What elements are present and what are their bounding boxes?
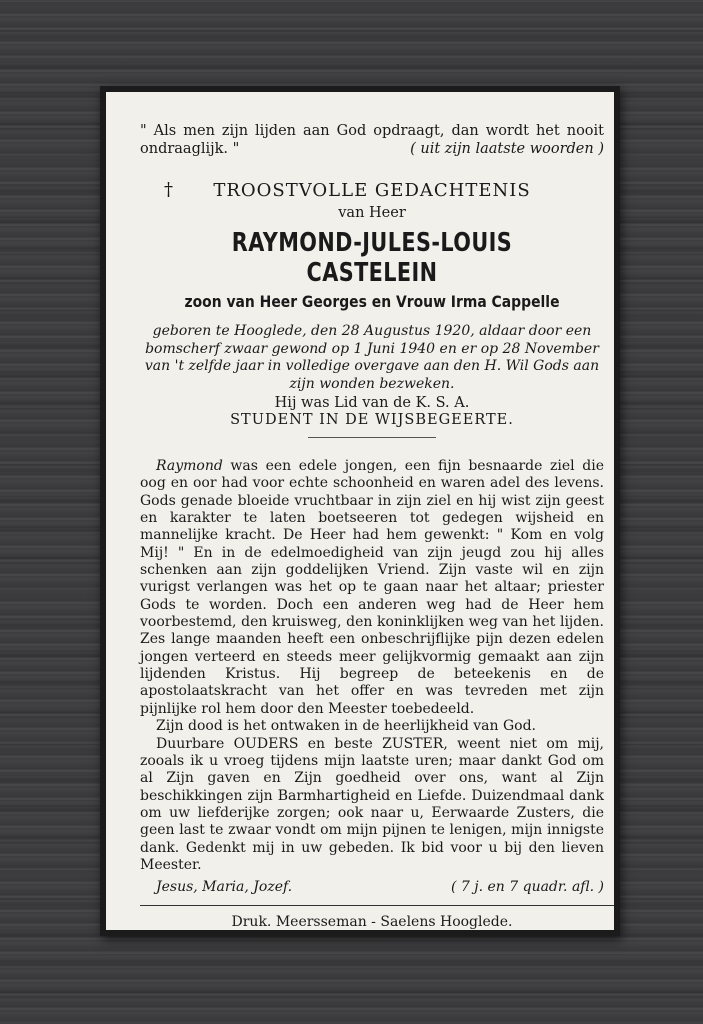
van-heer: van Heer [338,205,406,221]
cross-icon: † [164,179,174,200]
body-text [140,458,604,874]
memorial-card [106,92,614,930]
deceased-name: RAYMOND-JULES-LOUIS CASTELEIN [231,228,513,288]
body-paragraph-3: Duurbare OUDERS en beste ZUSTER, weent niet om mij, zooals ik u vroeg tijdens mijn laatste uren; maar dankt God om al Zijn gaven en Zijn goedheid over ons, want al Zijn beschikkingen zijn Barmhartigheid en Liefde. Duizendmaal dank om uw liefderijke zorgen; ook naar u, Eerwaarde Zusters, die geen last te zwaar vondt om mijn pijnen te lenigen, mijn innigste dank. Gedenkt mij in uw gebeden. Ik bid voor u bij den lieven Meester. [140,735,604,873]
footer-rule [140,905,614,906]
opening-quote [140,122,604,158]
name-italic: Raymond [156,458,223,474]
separator [308,437,436,438]
closing-line [140,879,604,897]
body-paragraph-2: Zijn dood is het ontwaken in de heerlijkheid van God. [156,718,537,735]
ksa-membership: Hij was Lid van de K. S. A. [274,395,470,411]
birth-death-text: geboren te Hooglede, den 28 Augustus 1920, aldaar door een bomscherf zwaar gewond op 1 Juni 1940 en er op 28 November van 't zelfde jaar in volledige overgave aan den H. Wil Gods aan zijn wonden bezweken. [144,323,600,392]
quote-source: ( uit zijn laatste woorden ) [410,141,604,157]
printer-credit: Druk. Meersseman - Saelens Hooglede. [231,914,513,931]
heading [140,180,604,201]
student-line: STUDENT IN DE WIJSBEGEERTE. [230,412,514,428]
indulgence-note: ( 7 j. en 7 quadr. afl. ) [450,879,604,896]
body-paragraph-1: Raymond was een edele jongen, een fijn besnaarde ziel die oog en oor had voor echte schoonheid en waren adel des levens. Gods genade bloeide vruchtbaar in zijn ziel en hij wist zijn geest en karakter te laten boetseeren tot gedegen wijsheid en mannelijke kracht. De Heer had hem gewenkt: " Kom en volg Mij! " En in de edelmoedigheid van zijn jeugd zou hij alles schenken aan zijn goddelijken Vriend. Zijn vaste wil en zijn vurigst verlangen was het op te gaan naar het altaar; priester Gods te worden. Doch een anderen weg had de Heer hem voorbestemd, den kruisweg, den koninklijken weg van het lijden. Zes lange maanden heeft een onbeschrijflijke pijn dezen edelen jongen verteerd en steeds meer gelijkvormig gemaakt aan zijn lijdenden Kristus. Hij begreep de beteekenis en de apostolaatskracht van het offer en was tevreden met zijn pijnlijke rol hem door den Meester toebedeeld. [140,458,604,717]
closing-prayer: Jesus, Maria, Jozef. [156,879,293,896]
parents-line: zoon van Heer Georges en Vrouw Irma Cappelle [184,292,560,311]
heading-title: TROOSTVOLLE GEDACHTENIS [213,180,531,201]
quote-text: " Als men zijn lijden aan God opdraagt, dan wordt het nooit ondraaglijk. " [140,123,604,157]
